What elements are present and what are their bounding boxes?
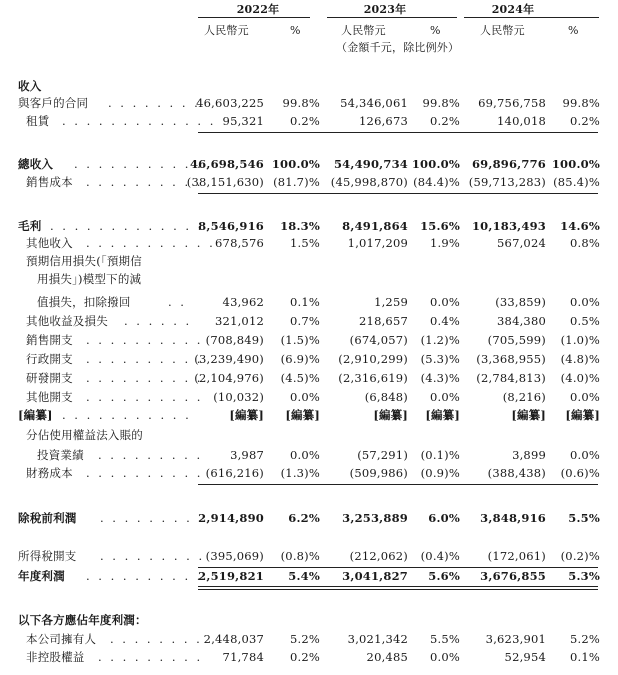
rmb-header-2022: 人民幣元 (204, 24, 249, 37)
cell-2024-amount: (33,859) (495, 295, 546, 309)
cell-2022-amount: 8,546,916 (198, 219, 264, 233)
cell-2022-pct: (6.9)% (280, 352, 320, 366)
row-label: 非控股權益 (26, 650, 85, 664)
cell-2022-pct: 1.5% (289, 236, 320, 250)
cell-2024-pct: 100.0% (551, 157, 600, 171)
row-label: 其他收入 (26, 236, 73, 250)
cell-2023-amount: (2,910,299) (338, 352, 408, 366)
cell-2022-pct: 5.4% (288, 569, 320, 583)
cell-2022-pct: 0.7% (289, 314, 320, 328)
cell-2022-pct: 0.2% (289, 114, 320, 128)
row-label: 行政開支 (26, 352, 73, 366)
cell-2023-pct: 1.9% (429, 236, 460, 250)
row-label-line: 分佔使用權益法入賬的 (26, 428, 143, 442)
cell-2023-amount: 218,657 (359, 314, 408, 328)
cell-2024-pct: 0.2% (569, 114, 600, 128)
leader-dots: . . . . . . . . . . (86, 333, 203, 347)
header-rule-2023 (327, 17, 457, 18)
cell-2023-pct: 0.4% (429, 314, 460, 328)
cell-2023-amount: (674,057) (349, 333, 408, 347)
cell-2022-amount: (395,069) (205, 549, 264, 563)
cell-2022-pct: 6.2% (288, 511, 320, 525)
cell-2023-amount: 1,017,209 (347, 236, 408, 250)
cell-2023-amount: (6,848) (364, 390, 408, 404)
leader-dots: . . . . . . . . . (100, 511, 205, 525)
cell-2022-pct: (0.8)% (280, 549, 320, 563)
unit-note: （金額千元，除比例外） (336, 41, 460, 54)
cell-2022-amount: [編纂] (229, 408, 264, 422)
cell-2024-amount: (3,368,955) (476, 352, 546, 366)
cell-2022-amount: 3,987 (230, 448, 264, 462)
cell-2022-amount: (3,239,490) (194, 352, 264, 366)
year-2022-header: 2022年 (236, 3, 280, 16)
cell-2022-amount: 2,914,890 (198, 511, 264, 525)
pct-header-2023: % (430, 24, 441, 37)
cell-2024-pct: (0.2)% (560, 549, 600, 563)
cell-2023-amount: 54,346,061 (340, 96, 408, 110)
cell-2022-pct: (1.3)% (280, 466, 320, 480)
cell-2024-pct: 0.0% (569, 448, 600, 462)
cell-2022-amount: 2,448,037 (203, 632, 264, 646)
cell-2023-amount: (45,998,870) (330, 175, 408, 189)
cell-2022-amount: (38,151,630) (186, 175, 264, 189)
pct-header-2022: % (290, 24, 301, 37)
cell-2024-amount: [編纂] (511, 408, 546, 422)
rmb-header-2024: 人民幣元 (480, 24, 525, 37)
pct-header-2024: % (568, 24, 579, 37)
cell-2023-pct: (1.2)% (420, 333, 460, 347)
cell-2024-amount: (705,599) (487, 333, 546, 347)
cell-2023-pct: 0.0% (429, 295, 460, 309)
cell-2023-pct: 100.0% (411, 157, 460, 171)
cell-2022-pct: 100.0% (271, 157, 320, 171)
leader-dots: . . . . . . . . . . . (62, 408, 192, 422)
row-label: 除稅前利潤 (18, 511, 77, 525)
cell-2023-pct: (5.3)% (420, 352, 460, 366)
cell-2024-amount: (388,438) (487, 466, 546, 480)
leader-dots: . . . . . . . . . . (86, 352, 203, 366)
cell-2023-amount: (212,062) (349, 549, 408, 563)
cell-2023-pct: 0.0% (429, 650, 460, 664)
row-label: 總收入 (18, 157, 54, 171)
cell-2023-amount: 3,021,342 (347, 632, 408, 646)
cell-2024-pct: (4.0)% (560, 371, 600, 385)
cell-2022-amount: 678,576 (215, 236, 264, 250)
cell-2024-pct: 99.8% (562, 96, 600, 110)
cell-2024-amount: 69,896,776 (471, 157, 546, 171)
cell-2023-amount: (57,291) (357, 448, 408, 462)
row-label: 與客戶的合同 (18, 96, 89, 110)
cell-2023-pct: 99.8% (422, 96, 460, 110)
subtotal-rule (198, 484, 598, 485)
cell-2024-amount: 52,954 (504, 650, 546, 664)
leader-dots: . . . . . . (124, 314, 192, 328)
cell-2022-amount: 321,012 (215, 314, 264, 328)
leader-dots: . . . . . . . . . (98, 650, 203, 664)
leader-dots: . . . . . . . . . . (86, 466, 203, 480)
row-label-line: 預期信用損失(「預期信 (26, 254, 142, 268)
header-rule-2024 (464, 17, 599, 18)
cell-2023-amount: 126,673 (359, 114, 408, 128)
subtotal-rule (198, 193, 598, 194)
row-label: [編纂] (18, 408, 53, 422)
cell-2023-amount: 3,041,827 (342, 569, 408, 583)
leader-dots: . . . . . . . . . . . . . (50, 219, 204, 233)
row-label: 毛利 (18, 219, 42, 233)
cell-2022-amount: 46,603,225 (196, 96, 264, 110)
cell-2024-amount: 384,380 (497, 314, 546, 328)
cell-2023-pct: 5.5% (429, 632, 460, 646)
cell-2024-pct: (0.6)% (560, 466, 600, 480)
cell-2022-amount: (10,032) (213, 390, 264, 404)
cell-2024-amount: 3,623,901 (485, 632, 546, 646)
cell-2022-pct: 0.0% (289, 390, 320, 404)
cell-2022-amount: 2,519,821 (198, 569, 264, 583)
cell-2024-amount: (8,216) (502, 390, 546, 404)
year-2024-header: 2024年 (491, 3, 535, 16)
cell-2024-pct: 5.5% (568, 511, 600, 525)
year-2023-header: 2023年 (363, 3, 407, 16)
cell-2022-pct: [編纂] (285, 408, 320, 422)
cell-2022-pct: (4.5)% (280, 371, 320, 385)
cell-2024-pct: 0.5% (569, 314, 600, 328)
leader-dots: . . . . . . . . . . (86, 390, 203, 404)
cell-2024-amount: (172,061) (487, 549, 546, 563)
cell-2024-amount: 3,848,916 (480, 511, 546, 525)
row-label: 財務成本 (26, 466, 73, 480)
cell-2024-pct: 0.0% (569, 295, 600, 309)
row-label: 銷售開支 (26, 333, 73, 347)
cell-2022-amount: 46,698,546 (189, 157, 264, 171)
cell-2022-pct: (81.7)% (273, 175, 320, 189)
cell-2023-pct: 6.0% (428, 511, 460, 525)
total-double-rule (198, 586, 598, 590)
row-label: 投資業績 (37, 448, 84, 462)
cell-2022-pct: (1.5)% (280, 333, 320, 347)
cell-2022-pct: 5.2% (289, 632, 320, 646)
cell-2024-amount: 3,899 (512, 448, 546, 462)
cell-2024-amount: 567,024 (497, 236, 546, 250)
cell-2023-pct: (0.4)% (420, 549, 460, 563)
leader-dots: . . . . . . . . (108, 96, 201, 110)
row-label-line: 用損失」)模型下的減 (37, 272, 142, 286)
cell-2024-amount: (59,713,283) (468, 175, 546, 189)
cell-2024-pct: (4.8)% (560, 352, 600, 366)
rmb-header-2023: 人民幣元 (341, 24, 386, 37)
section-income-title: 收入 (18, 79, 42, 93)
cell-2024-amount: 69,756,758 (478, 96, 546, 110)
cell-2023-pct: 0.2% (429, 114, 460, 128)
cell-2024-pct: (85.4)% (553, 175, 600, 189)
cell-2023-amount: 20,485 (366, 650, 408, 664)
cell-2023-amount: (509,986) (349, 466, 408, 480)
cell-2023-pct: 5.6% (428, 569, 460, 583)
cell-2024-pct: (1.0)% (560, 333, 600, 347)
cell-2023-amount: (2,316,619) (338, 371, 408, 385)
row-label: 其他開支 (26, 390, 73, 404)
cell-2023-amount: 54,490,734 (333, 157, 408, 171)
row-label: 銷售成本 (26, 175, 73, 189)
cell-2024-amount: 10,183,493 (471, 219, 546, 233)
row-label: 年度利潤 (18, 569, 65, 583)
row-label: 本公司擁有人 (26, 632, 97, 646)
row-label: 所得稅開支 (18, 549, 77, 563)
cell-2023-pct: (84.4)% (413, 175, 460, 189)
leader-dots: . . . . . . . . . (100, 549, 205, 563)
cell-2022-amount: 71,784 (222, 650, 264, 664)
cell-2023-pct: 15.6% (420, 219, 460, 233)
cell-2024-pct: 0.1% (569, 650, 600, 664)
cell-2022-pct: 0.0% (289, 448, 320, 462)
cell-2023-pct: (0.9)% (420, 466, 460, 480)
attributable-title: 以下各方應佔年度利潤： (18, 613, 147, 627)
leader-dots: . . . . . . . . (110, 632, 203, 646)
leader-dots: . . . . . . . . . . . (86, 236, 216, 250)
cell-2023-pct: (4.3)% (420, 371, 460, 385)
leader-dots: . . (168, 295, 187, 309)
leader-dots: . . . . . . . . . (98, 448, 203, 462)
cell-2023-amount: [編纂] (373, 408, 408, 422)
leader-dots: . . . . . . . . . . . . . (62, 114, 216, 128)
header-rule-2022 (198, 17, 310, 18)
cell-2024-amount: 140,018 (497, 114, 546, 128)
cell-2024-pct: 0.8% (569, 236, 600, 250)
cell-2024-pct: 5.2% (569, 632, 600, 646)
row-label: 研發開支 (26, 371, 73, 385)
subtotal-rule (198, 132, 598, 133)
cell-2023-amount: 3,253,889 (342, 511, 408, 525)
cell-2022-pct: 0.1% (289, 295, 320, 309)
leader-dots: . . . . . . . . . . . (74, 157, 204, 171)
cell-2024-amount: 3,676,855 (480, 569, 546, 583)
cell-2023-pct: (0.1)% (420, 448, 460, 462)
cell-2023-amount: 8,491,864 (342, 219, 408, 233)
row-label: 值損失，扣除撥回 (37, 295, 131, 309)
cell-2024-pct: 5.3% (568, 569, 600, 583)
cell-2023-pct: [編纂] (425, 408, 460, 422)
cell-2022-amount: 95,321 (222, 114, 264, 128)
leader-dots: . . . . . . . . . . (86, 371, 203, 385)
cell-2022-amount: (616,216) (205, 466, 264, 480)
cell-2024-pct: 14.6% (560, 219, 600, 233)
leader-dots: . . . . . . . . . . (86, 175, 203, 189)
leader-dots: . . . . . . . . . . (86, 569, 203, 583)
cell-2024-pct: 0.0% (569, 390, 600, 404)
row-label: 其他收益及損失 (26, 314, 108, 328)
cell-2022-amount: 43,962 (222, 295, 264, 309)
cell-2024-pct: [編纂] (565, 408, 600, 422)
cell-2023-pct: 0.0% (429, 390, 460, 404)
cell-2024-amount: (2,784,813) (476, 371, 546, 385)
row-label: 租賃 (26, 114, 50, 128)
cell-2022-pct: 18.3% (280, 219, 320, 233)
cell-2022-pct: 0.2% (289, 650, 320, 664)
cell-2022-pct: 99.8% (282, 96, 320, 110)
cell-2022-amount: (2,104,976) (194, 371, 264, 385)
cell-2023-amount: 1,259 (374, 295, 408, 309)
cell-2022-amount: (708,849) (205, 333, 264, 347)
subtotal-rule (198, 567, 598, 568)
